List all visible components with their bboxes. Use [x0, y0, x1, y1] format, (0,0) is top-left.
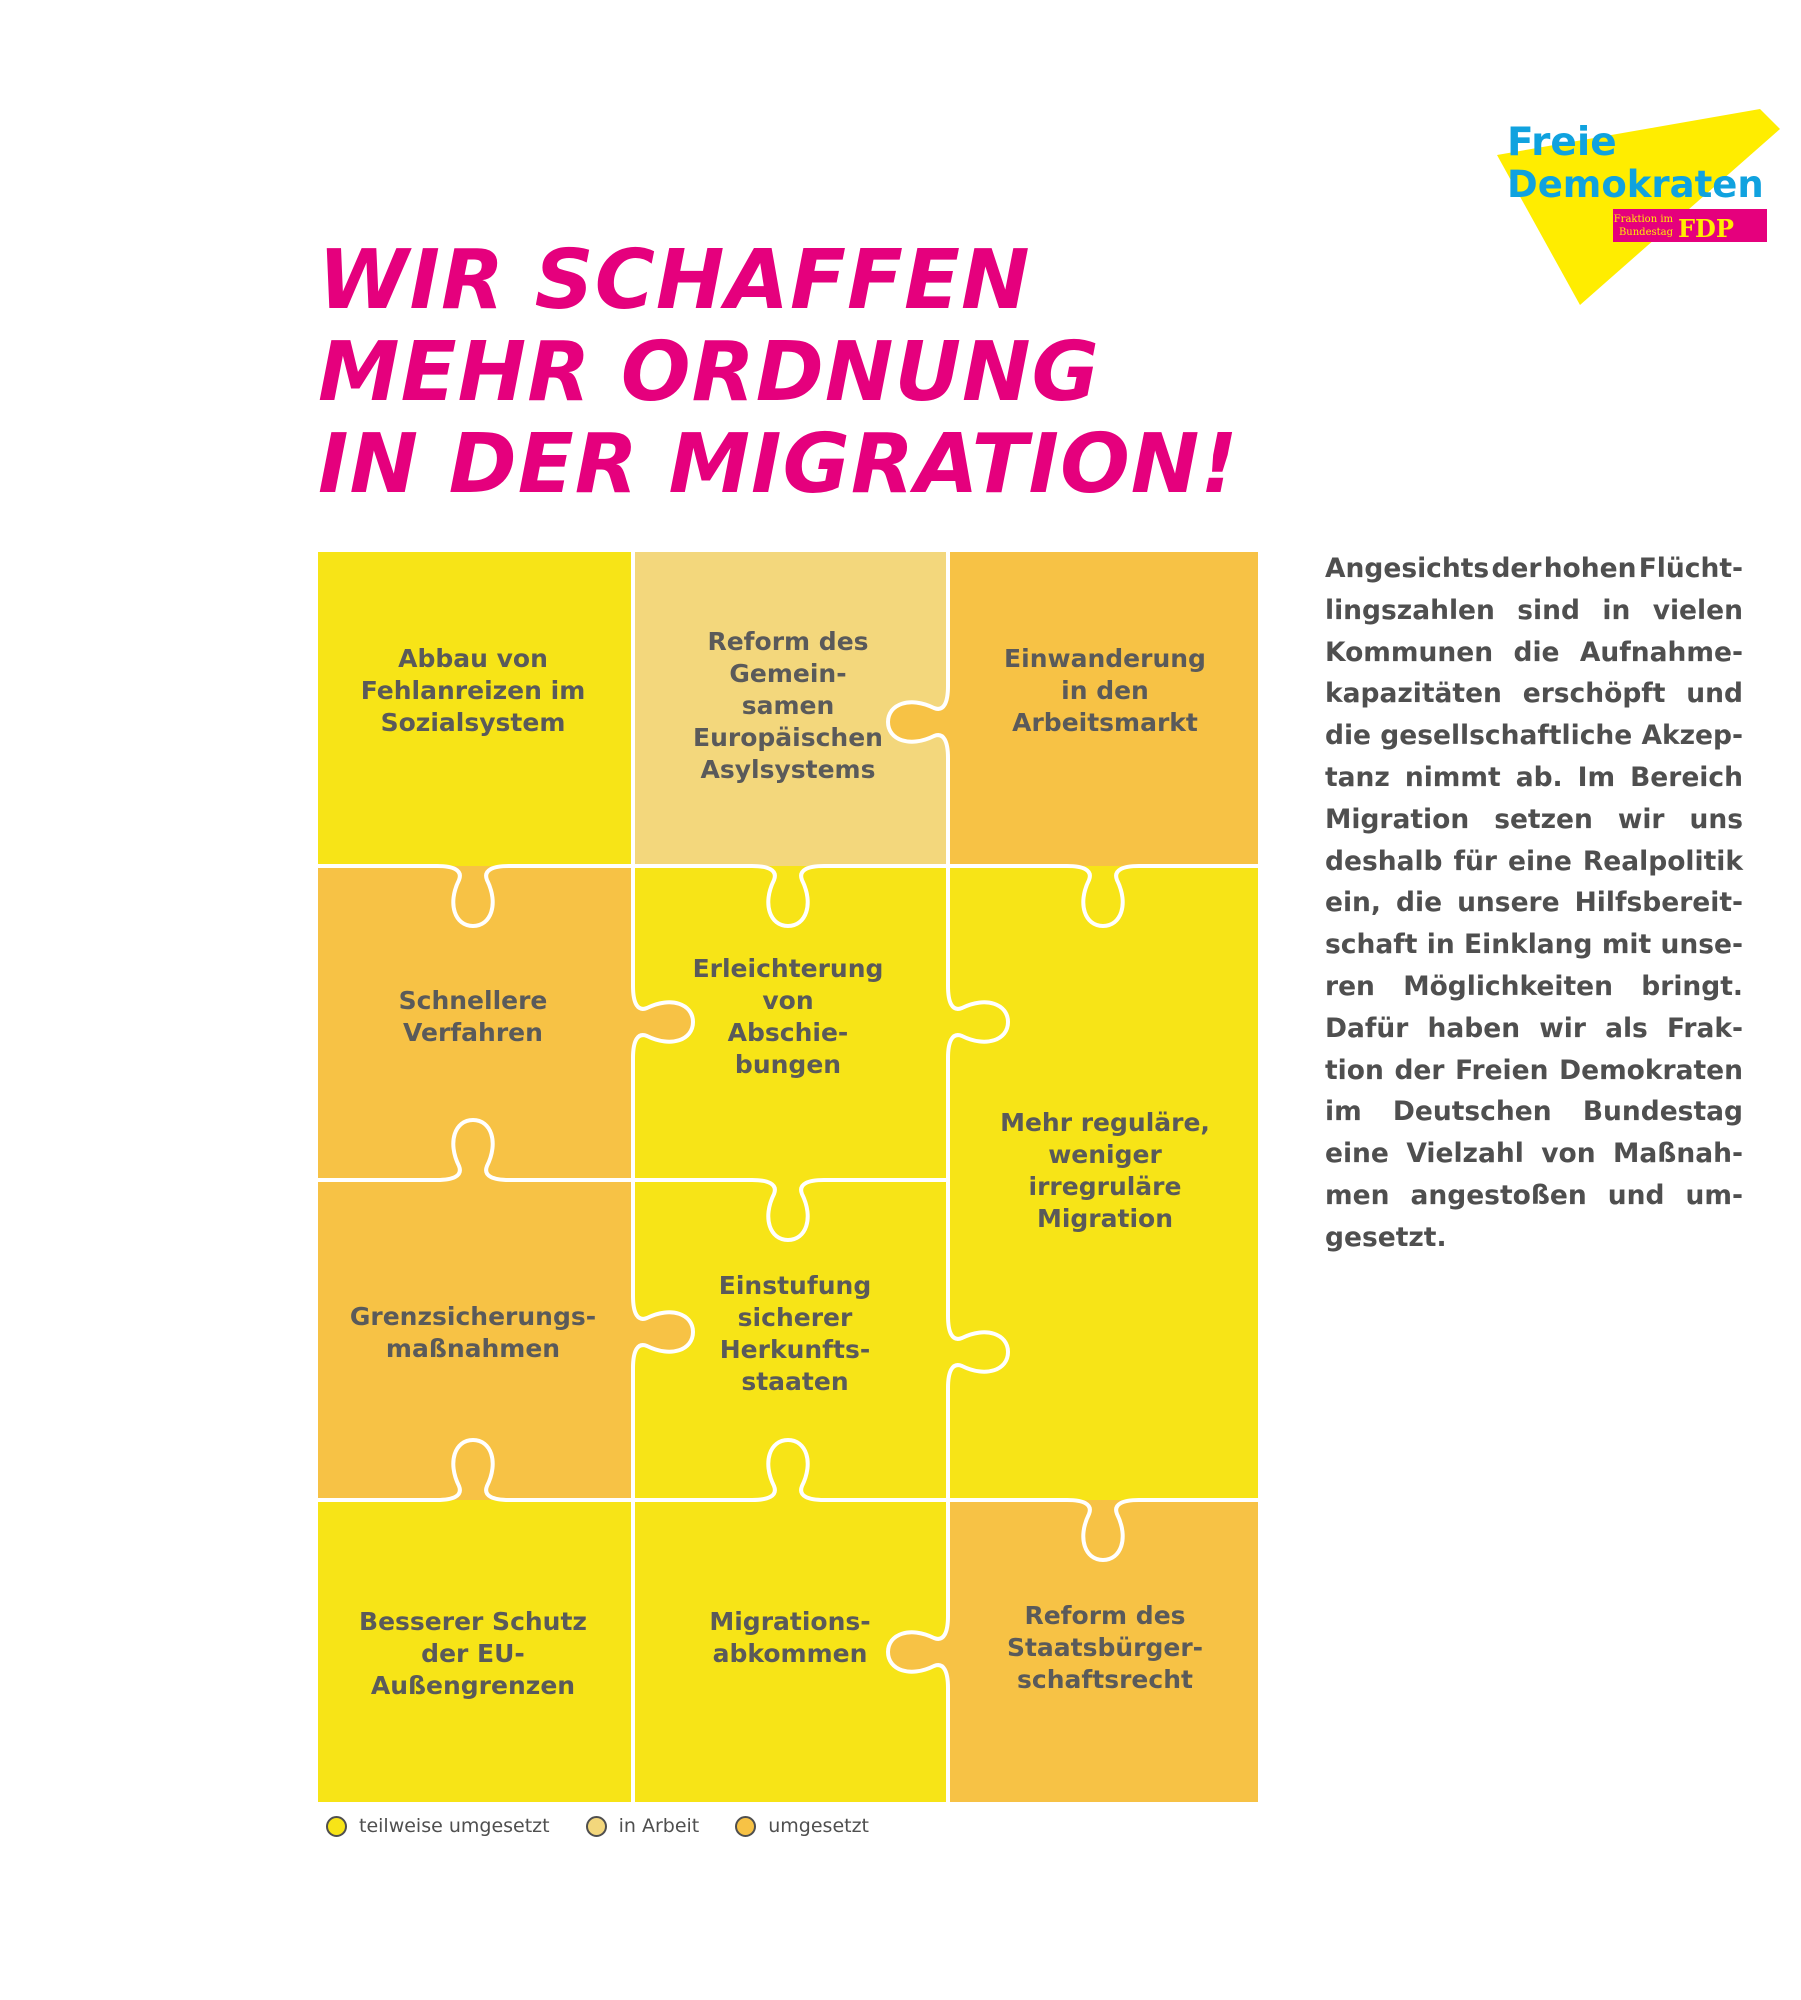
piece-label-reform-asylsystem: Reform des Gemein- samen Europäischen Asylsystems — [693, 627, 883, 784]
body-text-line: lingszahlen sind in vielen — [1325, 594, 1743, 626]
piece-label-sichere-herkunftsstaaten: Einstufung sicherer Herkunfts- staaten — [718, 1271, 872, 1396]
piece-label-abbau-fehlanreize: Abbau von Fehlanreizen im Sozialsystem — [360, 644, 586, 737]
piece-label-einwanderung-arbeitsmarkt: Einwanderung in den Arbeitsmarkt — [1004, 644, 1206, 737]
body-text-line: ren Möglichkeiten bringt. — [1325, 970, 1743, 1002]
piece-label-grenzsicherung: Grenzsicherungs- maßnahmen — [349, 1302, 597, 1363]
body-text-line: gesetzt. — [1325, 1221, 1447, 1253]
legend-item-teilweise — [326, 1815, 550, 1837]
intro-paragraph — [1325, 548, 1743, 1259]
title-line-3: IN DER MIGRATION! — [318, 417, 1239, 512]
legend-label-teilweise: teilweise umgesetzt — [359, 1815, 550, 1837]
body-text-line: deshalb für eine Realpolitik — [1325, 845, 1743, 877]
legend-dot-umgesetzt — [735, 1816, 756, 1837]
body-text-line: tanz nimmt ab. Im Bereich — [1325, 761, 1743, 793]
legend-label-umgesetzt: umgesetzt — [768, 1815, 870, 1837]
legend-item-in-arbeit — [586, 1815, 700, 1837]
piece-label-schutz-aussengrenzen: Besserer Schutz der EU- Außengrenzen — [359, 1607, 587, 1700]
body-text-line: ein, die unsere Hilfsbereit- — [1325, 887, 1743, 919]
title-line-1: WIR SCHAFFEN — [318, 233, 1031, 328]
page-title — [318, 235, 1239, 511]
piece-label-migrationsabkommen: Migrations- abkommen — [709, 1607, 871, 1668]
piece-label-staatsbuergerschaftsrecht: Reform des Staatsbürger- schaftsrecht — [1006, 1601, 1204, 1694]
body-text-line: Kommunen die Aufnahme- — [1325, 636, 1743, 668]
piece-label-erleichterung-abschiebungen: Erleichterung von Abschie- bungen — [692, 954, 884, 1079]
logo-text-demokraten: Demokraten — [1507, 163, 1764, 206]
puzzle-graphic — [318, 552, 1258, 1802]
body-text-line: die gesellschaftliche Akzep- — [1325, 720, 1743, 752]
body-text-line: tion der Freien Demokraten — [1325, 1054, 1743, 1086]
body-text-line: men angestoßen und um- — [1325, 1179, 1743, 1211]
title-line-2: MEHR ORDNUNG — [318, 325, 1100, 420]
body-text-line: Migration setzen wir uns — [1325, 803, 1743, 835]
body-text-line: kapazitäten erschöpft und — [1325, 678, 1743, 710]
body-text-line: schaft in Einklang mit unse- — [1325, 929, 1743, 961]
body-text-line: eine Vielzahl von Maßnah- — [1325, 1138, 1743, 1170]
legend-item-umgesetzt — [735, 1815, 869, 1837]
legend-dot-teilweise — [326, 1816, 347, 1837]
body-text-line: Angesichts der hohen Flücht- — [1325, 553, 1743, 584]
body-text-line: Dafür haben wir als Frak- — [1325, 1012, 1743, 1044]
piece-label-schnellere-verfahren: Schnellere Verfahren — [398, 986, 548, 1047]
fdp-logo — [1485, 95, 1785, 315]
piece-label-regulaere-migration: Mehr reguläre, weniger irregruläre Migration — [1000, 1108, 1210, 1233]
legend-dot-in-arbeit — [586, 1816, 607, 1837]
logo-badge-fdp: FDP — [1678, 214, 1734, 243]
logo-text-freie: Freie — [1507, 120, 1617, 165]
logo-badge-small-2: Bundestag — [1618, 227, 1673, 238]
legend — [326, 1815, 905, 1837]
logo-badge-small-1: Fraktion im — [1613, 214, 1673, 225]
body-text-line: im Deutschen Bundestag — [1325, 1096, 1743, 1128]
legend-label-in-arbeit: in Arbeit — [618, 1815, 700, 1837]
logo-graphic — [1485, 95, 1785, 315]
